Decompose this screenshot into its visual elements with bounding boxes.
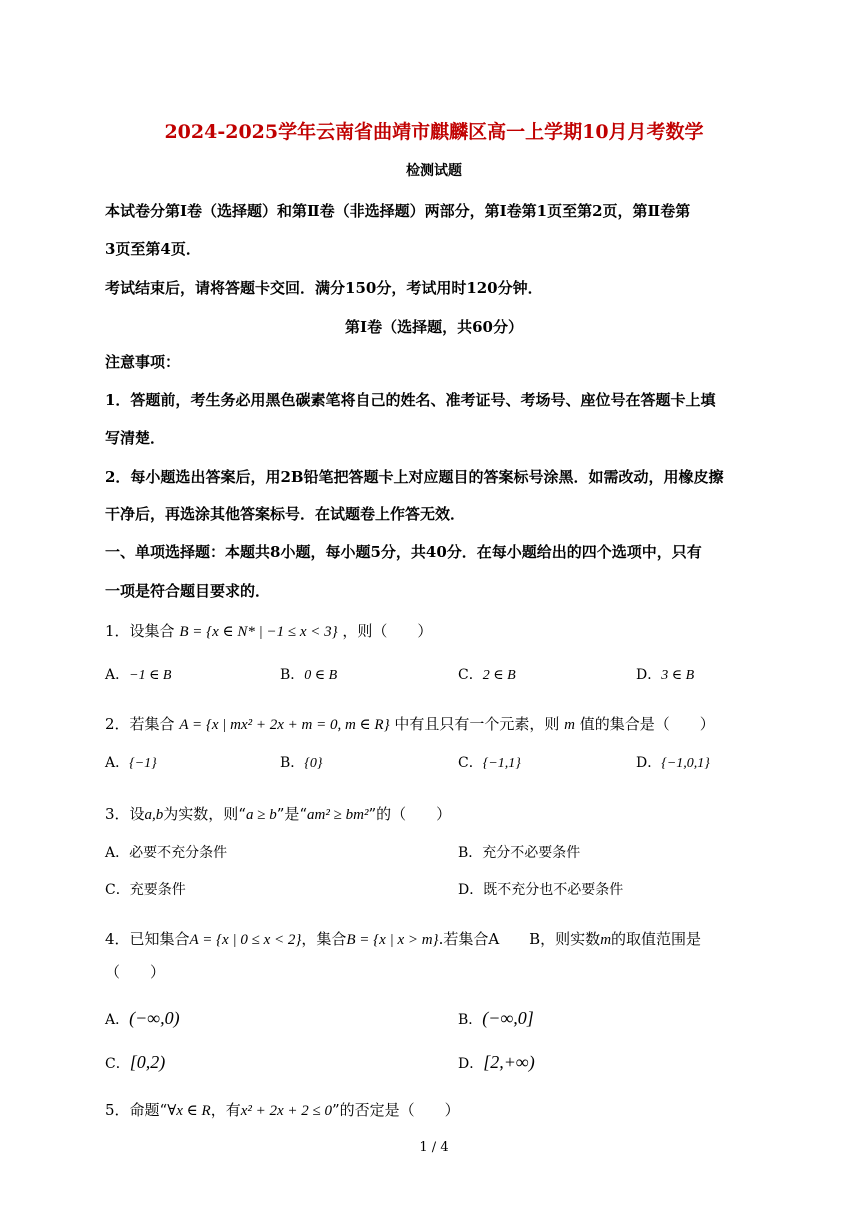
intro-line-2: 3页至第4页． [105,240,201,258]
question-2-set: A = {x | mx² + 2x + m = 0, m ∈ R} [179,717,390,733]
question-1-set: B = {x ∈ N* | −1 ≤ x < 3} [179,624,338,640]
intro-line-1: 本试卷分第Ⅰ卷（选择题）和第Ⅱ卷（非选择题）两部分，第Ⅰ卷第1页至第2页，第Ⅱ卷第 [105,202,691,220]
question-4-set-a: A = {x | 0 ≤ x < 2} [189,932,302,948]
question-3-condition-2: am² ≥ bm² [307,807,369,823]
document-subtitle: 检测试题 [406,163,462,179]
question-2 [105,713,715,734]
question-3-vars: a,b [144,807,164,823]
question-2-prefix: 2．若集合 [105,715,175,733]
question-5-quantifier: ∀x ∈ R [167,1103,211,1119]
q2-option-c: C．{−1,1} [458,755,521,771]
q1-option-c: C．2 ∈ B [458,667,516,683]
q4-option-b: B．(−∞,0] [458,1008,534,1028]
question-5: 5．命题“∀x ∈ R，有x² + 2x + 2 ≤ 0”的否定是（ ） [105,1101,460,1119]
section-1-line-2: 一项是符合题目要求的． [105,582,271,600]
page-number: 1 / 4 [419,1140,449,1155]
question-4-line-2: （ ） [105,963,166,981]
q3-option-d: D．既不充分也不必要条件 [458,882,624,898]
q1-option-b: B．0 ∈ B [280,667,338,683]
q1-option-a: A．−1 ∈ B [105,667,172,683]
document-title: 2024-2025学年云南省曲靖市麒麟区高一上学期10月月考数学 [164,121,704,143]
question-1-prefix: 1．设集合 [105,622,175,640]
q2-option-d: D．{−1,0,1} [636,755,710,771]
section-1-line-1: 一、单项选择题：本题共8小题，每小题5分，共40分．在每小题给出的四个选项中，只有 [105,543,702,561]
note-2-line-1: 2．每小题选出答案后，用2B铅笔把答题卡上对应题目的答案标号涂黑．如需改动，用橡皮擦 [105,468,724,486]
note-1-line-2: 写清楚． [105,429,166,447]
question-2-var: m [564,717,575,733]
q4-option-a: A．(−∞,0) [105,1008,180,1028]
q4-option-d: D．[2,+∞) [458,1052,535,1072]
question-3: 3．设a,b为实数，则“a ≥ b”是“am² ≥ bm²”的（ ） [105,805,452,823]
question-2-suffix: 值的集合是（ ） [579,715,715,733]
intro-line-3: 考试结束后，请将答题卡交回．满分150分，考试用时120分钟． [105,279,543,297]
part1-title: 第Ⅰ卷（选择题，共60分） [345,318,523,336]
q4-option-c: C．[0,2) [105,1052,166,1072]
question-4: 4．已知集合A = {x | 0 ≤ x < 2}，集合B = {x | x > m}.若集合A B，则实数m的取值范围是 [105,930,702,948]
notes-title: 注意事项： [105,353,181,371]
q3-option-b: B．充分不必要条件 [458,845,581,861]
question-4-set-b: B = {x | x > m} [346,932,439,948]
question-3-condition-1: a ≥ b [245,807,277,823]
question-4-var: m [600,932,612,948]
note-1-line-1: 1．答题前，考生务必用黑色碳素笔将自己的姓名、准考证号、考场号、座位号在答题卡上填 [105,391,716,409]
question-1 [105,620,432,641]
q2-option-b: B．{0} [280,755,323,771]
note-2-line-2: 干净后，再选涂其他答案标号．在试题卷上作答无效． [105,505,466,523]
q3-option-a: A．必要不充分条件 [105,845,228,861]
question-2-mid: 中有且只有一个元素，则 [394,715,560,733]
q2-option-a: A．{−1} [105,755,157,771]
question-1-suffix: ，则（ ） [342,622,433,640]
q3-option-c: C．充要条件 [105,882,186,898]
q1-option-d: D．3 ∈ B [636,667,695,683]
question-5-inequality: x² + 2x + 2 ≤ 0 [240,1103,333,1119]
